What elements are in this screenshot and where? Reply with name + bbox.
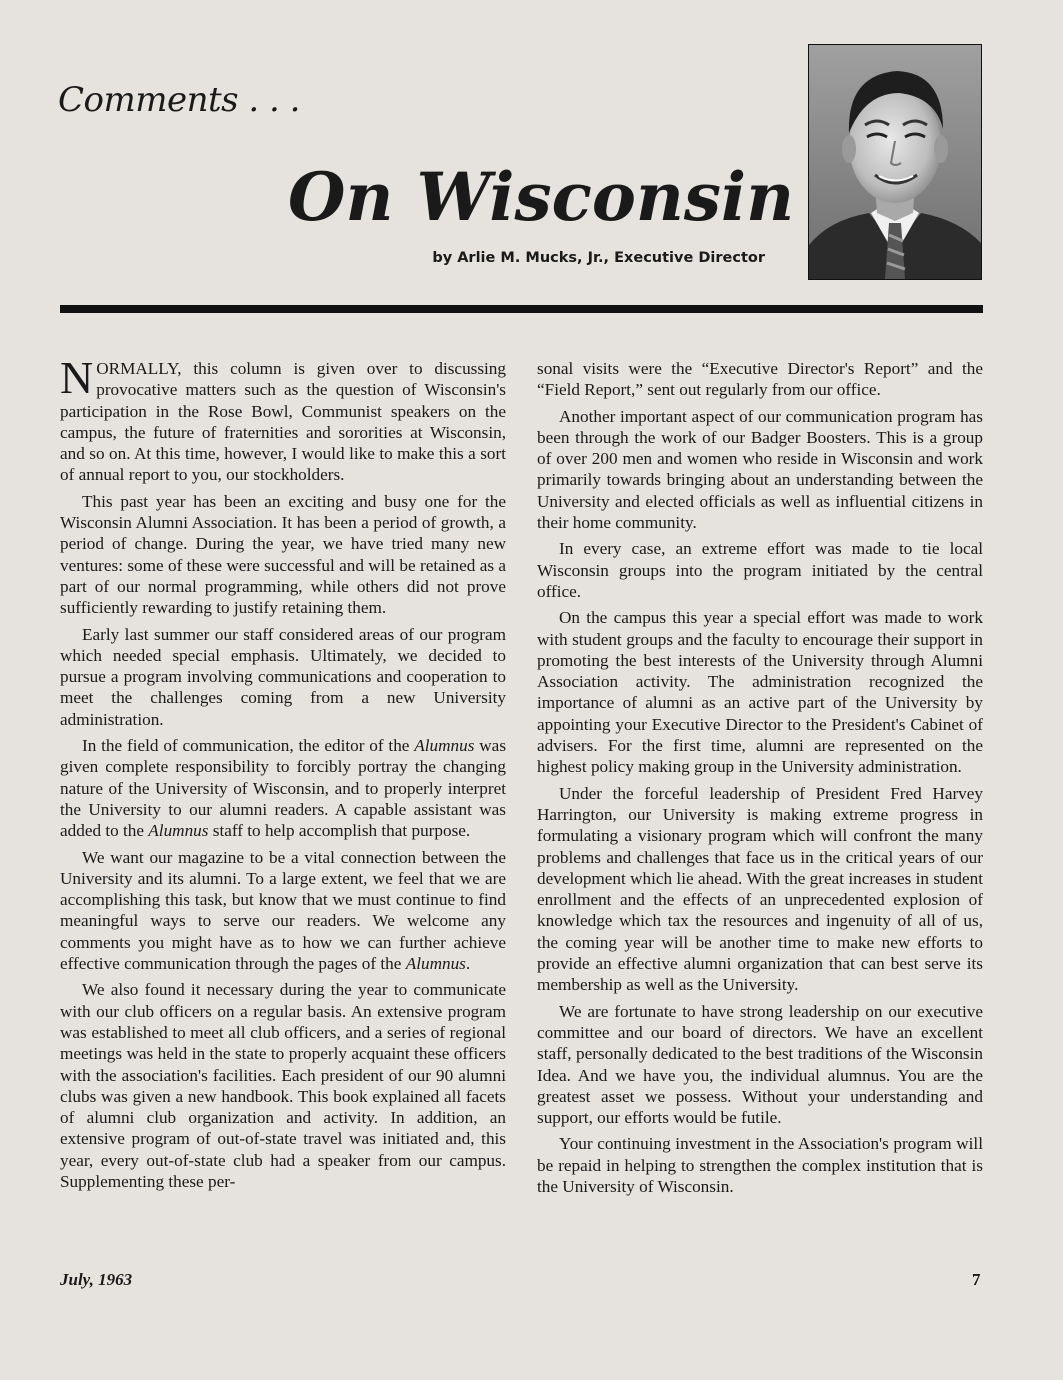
issue-date: July, 1963: [60, 1270, 133, 1289]
paragraph: Another important aspect of our communication program has been through the work of our Badger Boosters. This is a group of over 200 men and women who reside in Wisconsin and work primarily towards bringing about an understanding between the University and elected officials as well as influential citizens in their home community.: [537, 406, 983, 533]
drop-cap: N: [60, 352, 94, 403]
article-column-right: [537, 358, 983, 1202]
header-divider: [60, 305, 983, 313]
paragraph: We are fortunate to have strong leadership on our executive committee and our board of directors. We have an excellent staff, personally dedicated to the best traditions of the Wisconsin Idea. And we have you, the individual alumnus. You are the greatest asset we possess. Without your understanding and support, our efforts would be futile.: [537, 1001, 983, 1128]
paragraph: Under the forceful leadership of President Fred Harvey Harrington, our University is making extreme progress in formulating a visionary program which will confront the many problems and challenges that face us in the critical years of our development which lie ahead. With the great increases in student enrollment and the effects of an unprecedented explosion of knowledge which tax the resources and ingenuity of all of us, the coming year will be another time to make new efforts to provide an effective alumni organization that can best serve its membership as well as the University.: [537, 783, 983, 995]
article-title: On Wisconsin: [288, 158, 795, 236]
paragraph: Your continuing investment in the Association's program will be repaid in helping to strengthen the complex institution that is the University of Wisconsin.: [537, 1134, 983, 1196]
byline: by Arlie M. Mucks, Jr., Executive Director: [432, 250, 765, 266]
paragraph: NORMALLY, this column is given over to discussing provocative matters such as the question of Wisconsin's participation in the Rose Bowl, Communist speakers on the campus, the future of fraternities and sororities at Wisconsin, and so on. At this time, however, I would like to make this a sort of annual report to you, our stockholders.: [60, 352, 506, 485]
section-kicker: Comments . . .: [58, 80, 300, 120]
paragraph: In every case, an extreme effort was made to tie local Wisconsin groups into the program initiated by the central office.: [537, 539, 983, 601]
paragraph: We also found it necessary during the year to communicate with our club officers on a regular basis. An extensive program was established to meet all club officers, and a series of regional meetings was held in the state to properly acquaint these officers with the association's facilities. Each president of our 90 alumni clubs was given a new handbook. This book explained all facets of alumni club organization and activity. In addition, an extensive program of out-of-state travel was initiated and, this year, every out-of-state club had a speaker from our campus. Supplementing these per-: [60, 980, 506, 1191]
author-portrait-photo: [808, 44, 982, 280]
paragraph: sonal visits were the “Executive Director's Report” and the “Field Report,” sent out regularly from our office.: [537, 359, 983, 400]
page-number: 7: [972, 1270, 981, 1289]
paragraph: On the campus this year a special effort was made to work with student groups and the faculty to encourage their support in promoting the best interests of the University through Alumni Association activity. The administration recognized the importance of alumni as an active part of the University by appointing your Executive Director to the President's Cabinet of advisers. For the first time, alumni are represented on the highest policy making group in the University administration.: [537, 608, 983, 777]
paragraph: This past year has been an exciting and busy one for the Wisconsin Alumni Association. It has been a period of growth, a period of change. During the year, we have tried many new ventures: some of these were successful and will be retained as a part of our normal programming, while others did not prove sufficiently rewarding to justify retaining them.: [60, 491, 506, 618]
article-column-left: [60, 352, 507, 1197]
paragraph: Early last summer our staff considered areas of our program which needed special emphasis. Ultimately, we decided to pursue a program involving communications and cooperation to meet the challenges coming from a new University administration.: [60, 624, 506, 729]
paragraph: We want our magazine to be a vital connection between the University and its alumni. To a large extent, we feel that we are accomplishing this task, but know that we must continue to find meaningful ways to serve our readers. We welcome any comments you might have as to how we can further achieve effective communication through the pages of the Alumnus.: [60, 847, 506, 974]
paragraph: In the field of communication, the editor of the Alumnus was given complete responsibility to forcibly portray the changing nature of the University of Wisconsin, and to properly interpret the University to our alumni readers. A capable assistant was added to the Alumnus staff to help accomplish that purpose.: [60, 736, 507, 841]
